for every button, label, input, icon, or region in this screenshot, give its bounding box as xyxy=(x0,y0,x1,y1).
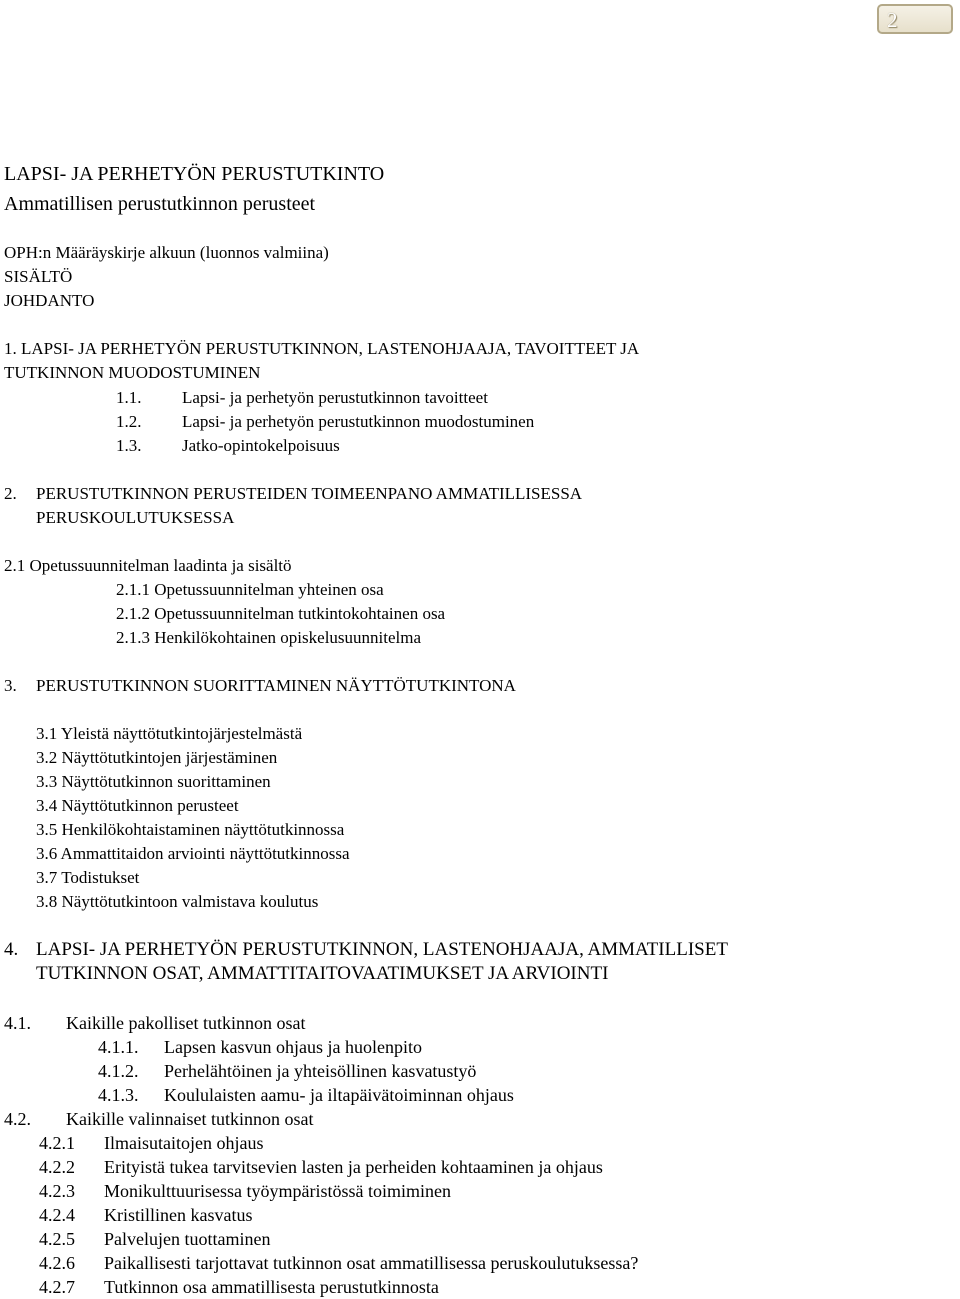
toc-item: 2.1.3 Henkilökohtainen opiskelusuunnitelma xyxy=(116,628,422,647)
toc-item: 3.7 Todistukset xyxy=(36,868,140,887)
toc-item: 3.2 Näyttötutkintojen järjestäminen xyxy=(36,748,278,767)
toc-item: 3.8 Näyttötutkintoon valmistava koulutus xyxy=(36,892,319,911)
toc-item: 2.1 Opetussuunnitelman laadinta ja sisältö xyxy=(4,556,292,575)
section-2-num: 2. xyxy=(4,484,17,503)
toc-num: 4.2.5 xyxy=(39,1229,75,1249)
section-4-heading-cont: TUTKINNON OSAT, AMMATTITAITOVAATIMUKSET JA ARVIOINTI xyxy=(36,963,609,984)
toc-item: Tutkinnon osa ammatillisesta perustutkinnosta xyxy=(104,1277,439,1297)
toc-item: Ilmaisutaitojen ohjaus xyxy=(104,1133,264,1153)
toc-num: 4.1. xyxy=(4,1013,31,1033)
toc-num: 4.2.6 xyxy=(39,1253,75,1273)
section-3-num: 3. xyxy=(4,676,17,695)
toc-num: 4.2.7 xyxy=(39,1277,75,1297)
oph-note: OPH:n Määräyskirje alkuun (luonnos valmiina) xyxy=(4,243,329,262)
page-number-badge xyxy=(877,4,953,34)
section-2-heading: PERUSTUTKINNON PERUSTEIDEN TOIMEENPANO AMMATILLISESSA xyxy=(36,484,583,503)
toc-item: 3.3 Näyttötutkinnon suorittaminen xyxy=(36,772,271,791)
section-1-heading-cont: TUTKINNON MUODOSTUMINEN xyxy=(4,363,261,382)
toc-num: 4.2.1 xyxy=(39,1133,75,1153)
toc-group: Kaikille pakolliset tutkinnon osat xyxy=(66,1013,306,1033)
toc-item: Lapsi- ja perhetyön perustutkinnon muodostuminen xyxy=(182,412,535,431)
section-3-heading: PERUSTUTKINNON SUORITTAMINEN NÄYTTÖTUTKINTONA xyxy=(36,676,516,695)
toc-item: 3.6 Ammattitaidon arviointi näyttötutkinnossa xyxy=(36,844,350,863)
toc-num: 4.1.1. xyxy=(98,1037,139,1057)
toc-num: 4.1.2. xyxy=(98,1061,139,1081)
section-4-num: 4. xyxy=(4,939,19,960)
intro-heading: JOHDANTO xyxy=(4,291,95,310)
toc-num: 1.2. xyxy=(116,412,142,431)
toc-item: Perhelähtöinen ja yhteisöllinen kasvatustyö xyxy=(164,1061,477,1081)
toc-item: Kristillinen kasvatus xyxy=(104,1205,253,1225)
toc-item: Erityistä tukea tarvitsevien lasten ja perheiden kohtaaminen ja ohjaus xyxy=(104,1157,603,1177)
toc-item: Koululaisten aamu- ja iltapäivätoiminnan ohjaus xyxy=(164,1085,514,1105)
toc-item: Lapsi- ja perhetyön perustutkinnon tavoitteet xyxy=(182,388,488,407)
section-4-heading: LAPSI- JA PERHETYÖN PERUSTUTKINNON, LASTENOHJAAJA, AMMATILLISET xyxy=(36,939,728,960)
toc-item: Jatko-opintokelpoisuus xyxy=(182,436,340,455)
toc-item: 3.1 Yleistä näyttötutkintojärjestelmästä xyxy=(36,724,303,743)
toc-num: 1.1. xyxy=(116,388,142,407)
doc-title: LAPSI- JA PERHETYÖN PERUSTUTKINTO xyxy=(4,163,385,185)
toc-num: 4.1.3. xyxy=(98,1085,139,1105)
toc-num: 4.2.4 xyxy=(39,1205,75,1225)
toc-group: Kaikille valinnaiset tutkinnon osat xyxy=(66,1109,314,1129)
section-2-heading-cont: PERUSKOULUTUKSESSA xyxy=(36,508,235,527)
toc-item: Paikallisesti tarjottavat tutkinnon osat ammatillisessa peruskoulutuksessa? xyxy=(104,1253,639,1273)
section-1-heading: 1. LAPSI- JA PERHETYÖN PERUSTUTKINNON, LASTENOHJAAJA, TAVOITTEET JA xyxy=(4,339,640,358)
toc-num: 4.2. xyxy=(4,1109,31,1129)
toc-item: 3.4 Näyttötutkinnon perusteet xyxy=(36,796,239,815)
toc-item: 2.1.2 Opetussuunnitelman tutkintokohtainen osa xyxy=(116,604,446,623)
toc-item: Monikulttuurisessa työympäristössä toimiminen xyxy=(104,1181,451,1201)
contents-heading: SISÄLTÖ xyxy=(4,267,73,286)
toc-item: 2.1.1 Opetussuunnitelman yhteinen osa xyxy=(116,580,384,599)
toc-item: Palvelujen tuottaminen xyxy=(104,1229,271,1249)
toc-item: 3.5 Henkilökohtaistaminen näyttötutkinnossa xyxy=(36,820,345,839)
toc-item: Lapsen kasvun ohjaus ja huolenpito xyxy=(164,1037,422,1057)
toc-num: 4.2.2 xyxy=(39,1157,75,1177)
toc-num: 1.3. xyxy=(116,436,142,455)
doc-subtitle: Ammatillisen perustutkinnon perusteet xyxy=(4,193,316,215)
page-number: 2 xyxy=(887,8,898,32)
toc-num: 4.2.3 xyxy=(39,1181,75,1201)
